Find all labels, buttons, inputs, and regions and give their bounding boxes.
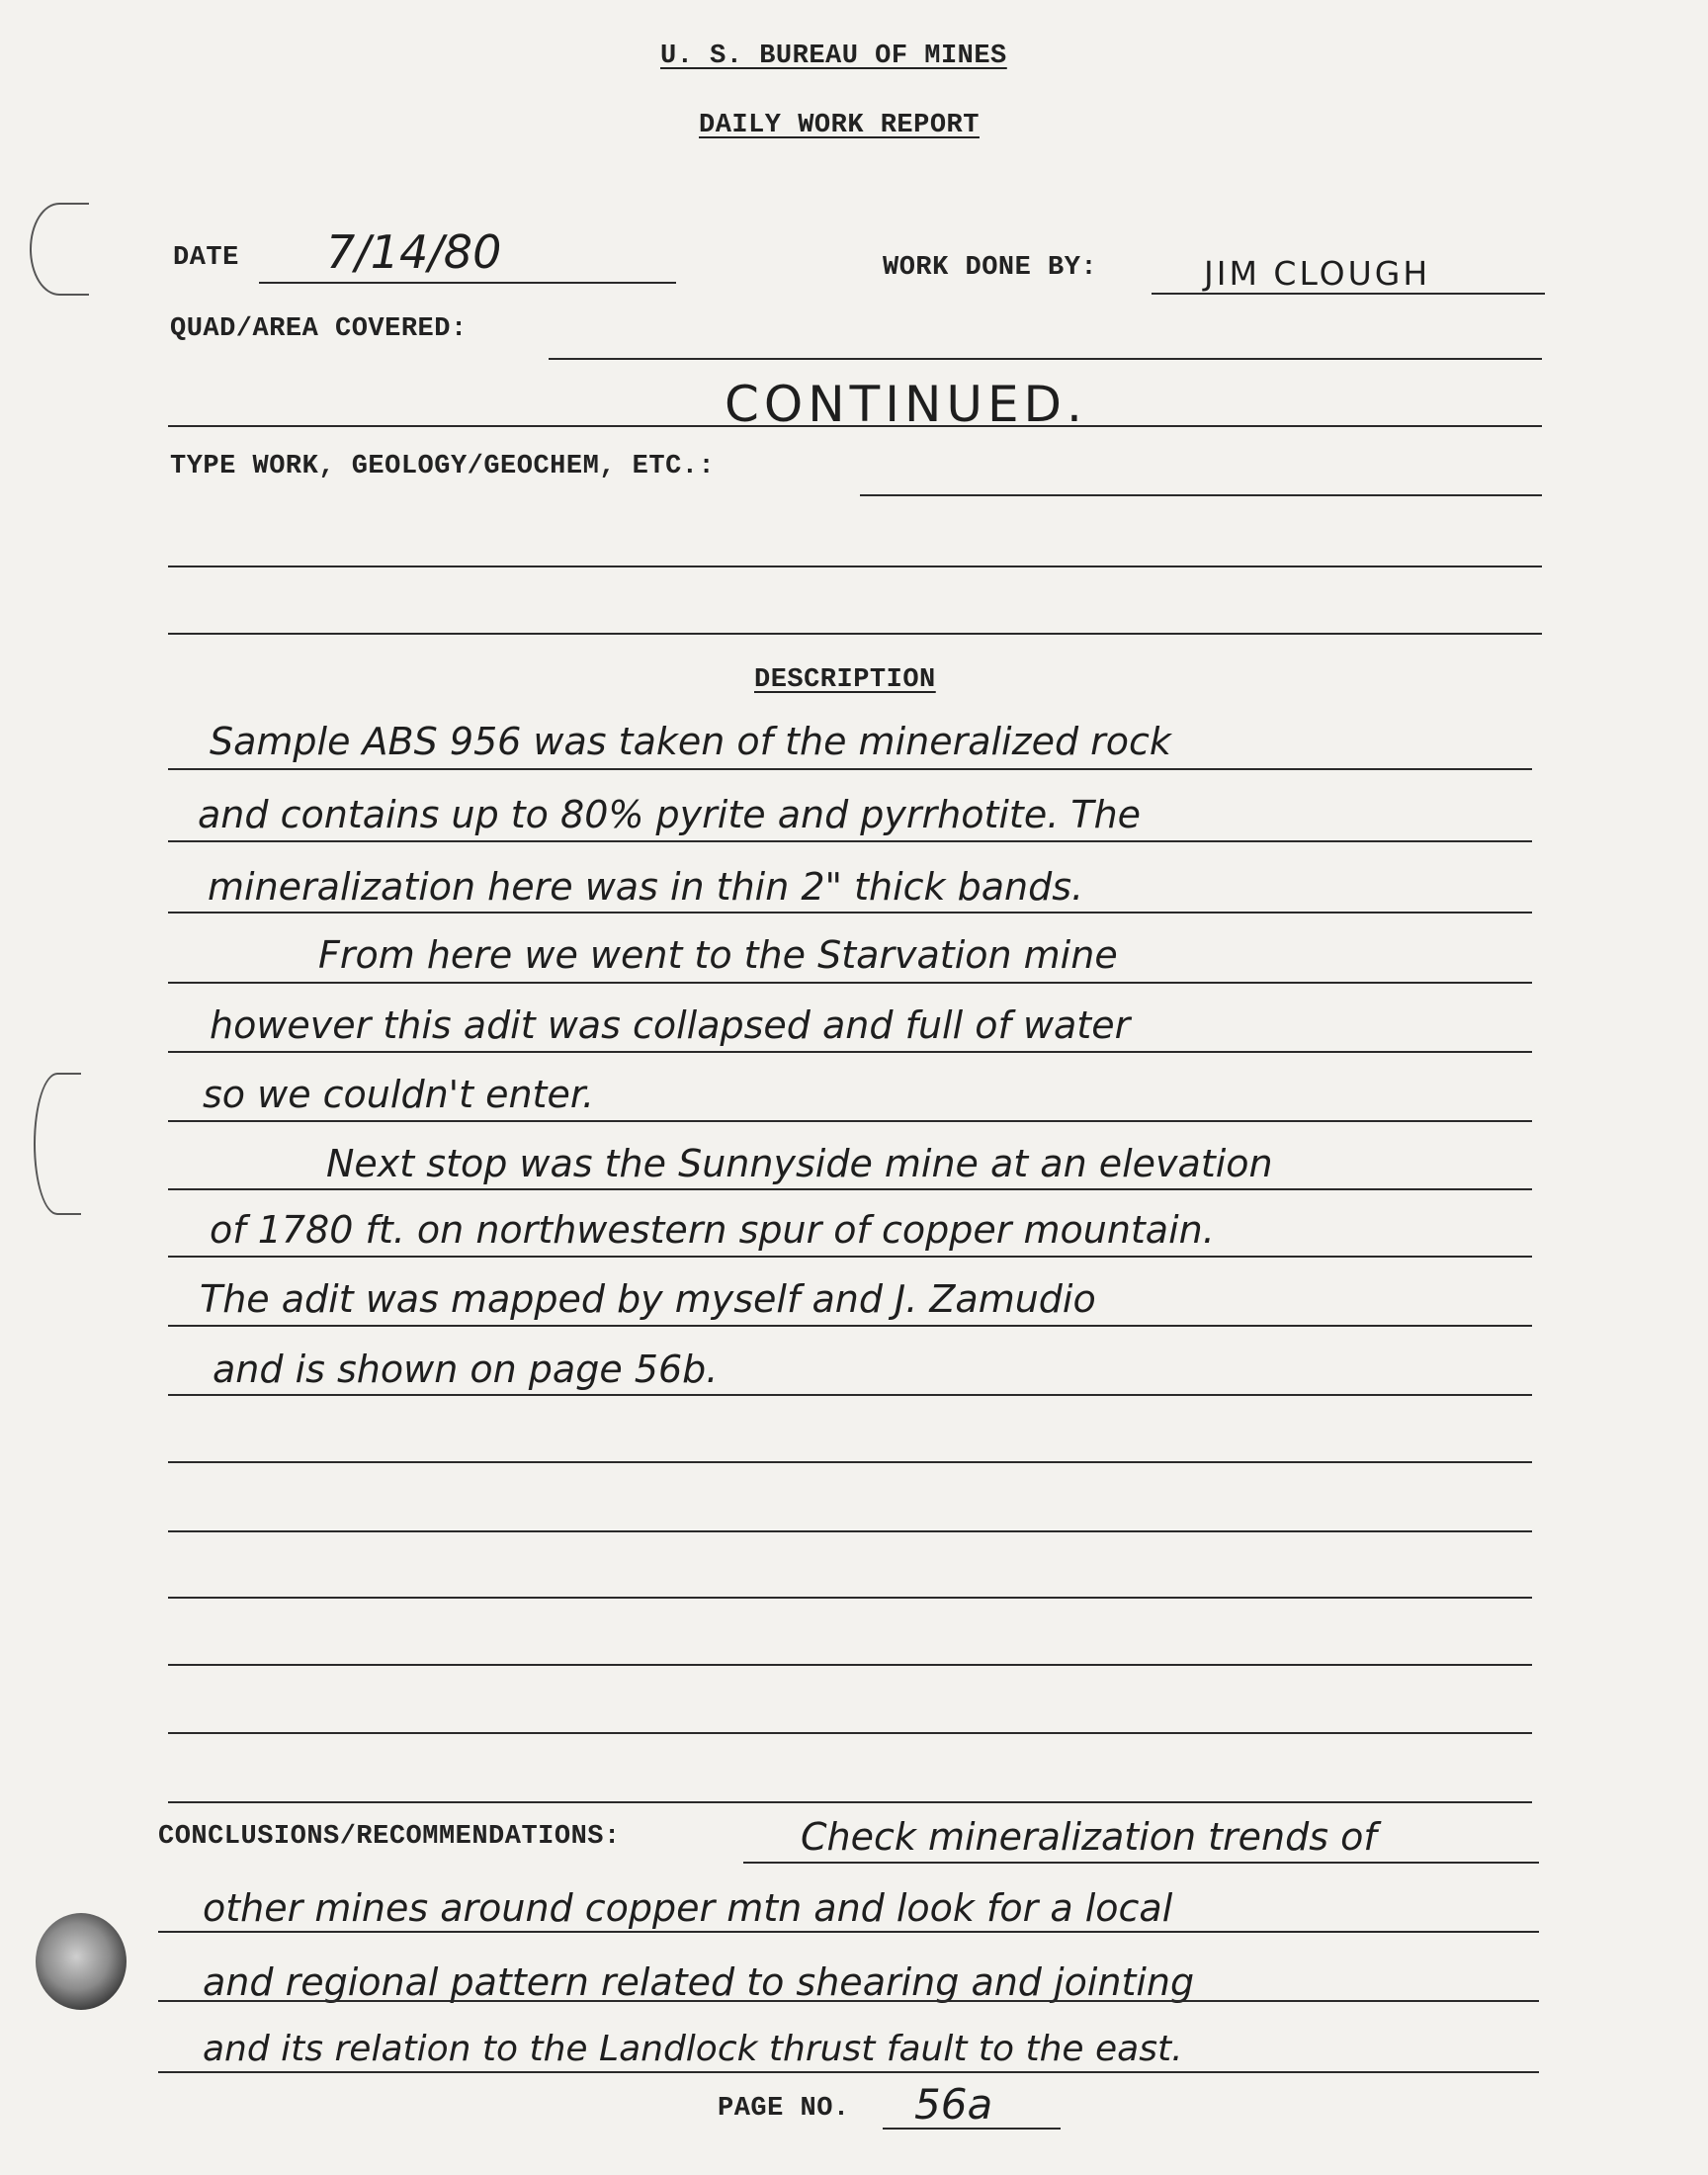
description-line: of 1780 ft. on northwestern spur of copper mountain.	[210, 1208, 1215, 1252]
conclusions-line: Check mineralization trends of	[801, 1815, 1377, 1859]
description-rule	[168, 1256, 1532, 1258]
type-work-line-2	[168, 566, 1542, 567]
blank-rule	[168, 1664, 1532, 1666]
quad-line-2	[168, 425, 1542, 427]
description-line: and is shown on page 56b.	[213, 1348, 719, 1391]
punch-hole	[36, 1913, 127, 2010]
blank-rule	[168, 1461, 1532, 1463]
work-done-by-line	[1152, 293, 1545, 295]
description-rule	[168, 1325, 1532, 1327]
conclusions-rule	[158, 2071, 1539, 2073]
conclusions-label: CONCLUSIONS/RECOMMENDATIONS:	[158, 1822, 621, 1852]
conclusions-rule	[158, 1931, 1539, 1933]
type-work-label: TYPE WORK, GEOLOGY/GEOCHEM, ETC.:	[170, 452, 716, 481]
conclusions-line: and regional pattern related to shearing and jointing	[203, 1960, 1195, 2004]
description-rule	[168, 1188, 1532, 1190]
description-rule	[168, 1051, 1532, 1053]
work-done-by-label: WORK DONE BY:	[883, 253, 1098, 283]
quad-area-value: CONTINUED.	[725, 376, 1087, 433]
description-rule	[168, 912, 1532, 914]
description-line: Next stop was the Sunnyside mine at an elevation	[326, 1142, 1273, 1185]
blank-rule	[168, 1597, 1532, 1599]
description-rule	[168, 768, 1532, 770]
conclusions-rule	[743, 1862, 1539, 1864]
page-number-label: PAGE NO.	[718, 2094, 850, 2124]
description-rule	[168, 840, 1532, 842]
work-done-by-value: JIM CLOUGH	[1204, 254, 1431, 293]
page-number-line	[883, 2128, 1061, 2130]
description-heading: DESCRIPTION	[754, 665, 936, 695]
description-rule	[168, 1394, 1532, 1396]
quad-area-label: QUAD/AREA COVERED:	[170, 314, 468, 344]
description-line: so we couldn't enter.	[203, 1073, 595, 1116]
date-line	[259, 282, 676, 284]
description-line: Sample ABS 956 was taken of the mineralized rock	[210, 720, 1171, 763]
binder-ring-mark-middle	[34, 1073, 81, 1215]
description-line: however this adit was collapsed and full of water	[210, 1003, 1131, 1047]
description-line: The adit was mapped by myself and J. Zamudio	[200, 1277, 1096, 1321]
page-number-value: 56a	[914, 2080, 993, 2129]
agency-heading: U. S. BUREAU OF MINES	[660, 42, 1007, 71]
type-work-line-3	[168, 633, 1542, 635]
description-rule	[168, 1120, 1532, 1122]
quad-line-1	[549, 358, 1542, 360]
type-work-line-1	[860, 494, 1542, 496]
blank-rule	[168, 1732, 1532, 1734]
blank-rule	[168, 1530, 1532, 1532]
description-line: From here we went to the Starvation mine	[318, 933, 1118, 977]
description-rule	[168, 982, 1532, 984]
date-value: 7/14/80	[326, 225, 502, 279]
date-label: DATE	[173, 243, 239, 273]
description-line: mineralization here was in thin 2" thick bands.	[208, 865, 1084, 909]
blank-rule	[168, 1801, 1532, 1803]
binder-ring-mark-top	[30, 203, 89, 296]
report-title: DAILY WORK REPORT	[699, 111, 980, 140]
conclusions-rule	[158, 2000, 1539, 2002]
conclusions-line: and its relation to the Landlock thrust fault to the east.	[203, 2029, 1183, 2069]
conclusions-line: other mines around copper mtn and look for a local	[203, 1886, 1173, 1930]
description-line: and contains up to 80% pyrite and pyrrhotite. The	[198, 793, 1142, 836]
